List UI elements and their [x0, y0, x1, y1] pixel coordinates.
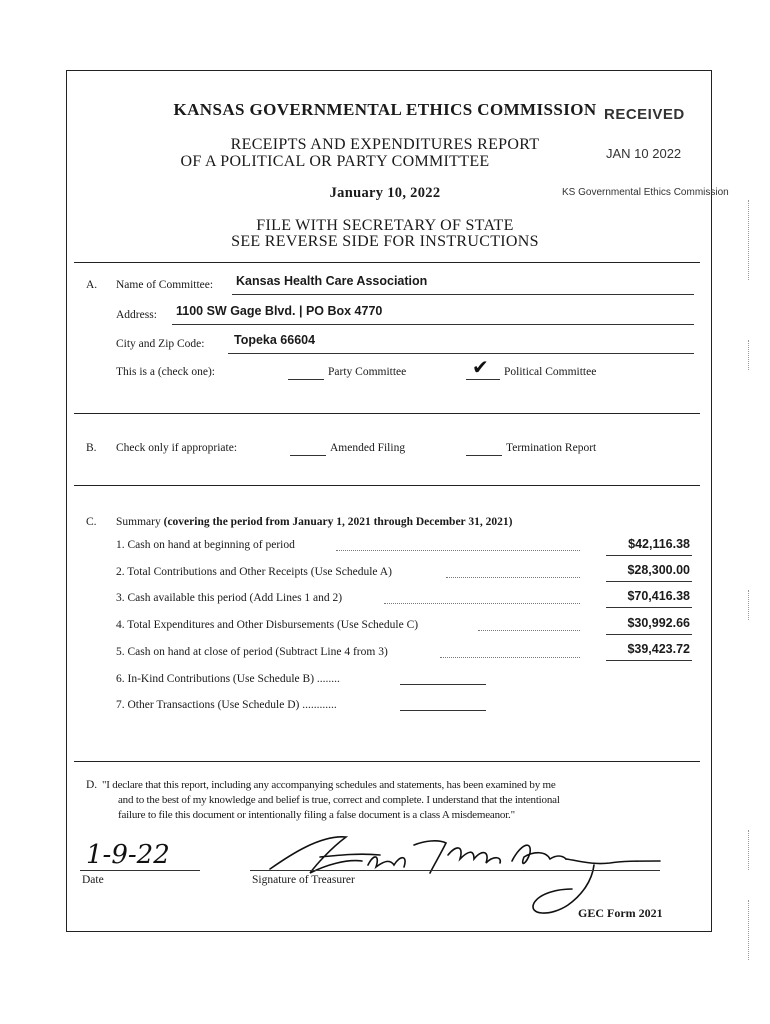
summary-heading-plain: Summary [116, 516, 164, 528]
address-field: 1100 SW Gage Blvd. | PO Box 4770 [176, 304, 383, 318]
form-title: KANSAS GOVERNMENTAL ETHICS COMMISSION [173, 100, 597, 119]
file-instruction-line1: FILE WITH SECRETARY OF STATE [256, 217, 514, 234]
city-zip-underline [228, 353, 694, 354]
declaration-line3: failure to file this document or intentionally filing a false document is a class A misdemeanor." [118, 809, 515, 821]
signature-label: Signature of Treasurer [252, 874, 355, 886]
handwritten-date: 1-9-22 [86, 840, 170, 870]
scan-edge [748, 340, 749, 370]
summary-line-label: 2. Total Contributions and Other Receipts (Use Schedule A) [116, 566, 392, 578]
in-kind-blank-line [400, 684, 486, 685]
section-c-letter: C. [86, 516, 97, 528]
form-subtitle-line1: RECEIPTS AND EXPENDITURES REPORT [230, 136, 540, 153]
committee-name-underline [232, 294, 694, 295]
summary-line-label: 3. Cash available this period (Add Lines 1 and 2) [116, 592, 343, 604]
city-zip-field: Topeka 66604 [234, 333, 316, 347]
political-committee-label: Political Committee [504, 366, 597, 378]
summary-line-label: 5. Cash on hand at close of period (Subtract Line 4 from 3) [116, 646, 388, 658]
check-if-appropriate-label: Check only if appropriate: [116, 442, 238, 454]
amended-filing-label: Amended Filing [330, 442, 406, 454]
party-committee-label: Party Committee [328, 366, 407, 378]
received-stamp-date: JAN 10 2022 [606, 146, 682, 161]
termination-report-label: Termination Report [506, 442, 597, 454]
leader-dots [440, 657, 580, 658]
amount-underline [606, 555, 692, 556]
date-underline [80, 870, 200, 871]
summary-line-label: 7. Other Transactions (Use Schedule D) ............ [116, 699, 337, 711]
declaration-line1: "I declare that this report, including any accompanying schedules and statements, has been examined by me [102, 779, 556, 791]
form-subtitle-line2: OF A POLITICAL OR PARTY COMMITTEE [180, 153, 490, 170]
summary-line-amount: $70,416.38 [627, 589, 690, 603]
summary-line-amount: $42,116.38 [628, 537, 690, 551]
scan-edge [748, 200, 749, 280]
received-stamp: RECEIVED [604, 106, 685, 123]
checkmark-icon: ✔ [472, 355, 489, 379]
amended-filing-checkbox-line [290, 455, 326, 456]
city-zip-label: City and Zip Code: [116, 338, 205, 350]
divider [74, 485, 700, 486]
address-underline [172, 324, 694, 325]
summary-heading [116, 516, 512, 528]
file-instruction-line2: SEE REVERSE SIDE FOR INSTRUCTIONS [231, 233, 539, 250]
signature-underline [250, 870, 660, 871]
summary-line-amount: $28,300.00 [627, 563, 690, 577]
summary-line-label: 1. Cash on hand at beginning of period [116, 539, 295, 551]
committee-type-label: This is a (check one): [116, 366, 215, 378]
amount-underline [606, 581, 692, 582]
termination-report-checkbox-line [466, 455, 502, 456]
section-a-letter: A. [86, 279, 98, 291]
summary-period: (covering the period from January 1, 2021 through December 31, 2021) [163, 516, 513, 528]
section-b-letter: B. [86, 442, 97, 454]
summary-line-label: 6. In-Kind Contributions (Use Schedule B) ........ [116, 673, 340, 685]
leader-dots [384, 603, 580, 604]
leader-dots [446, 577, 580, 578]
amount-underline [606, 607, 692, 608]
leader-dots [336, 550, 580, 551]
report-date: January 10, 2022 [329, 185, 441, 201]
scan-edge [748, 590, 749, 620]
divider [74, 413, 700, 414]
form-id: GEC Form 2021 [578, 906, 663, 920]
divider [74, 761, 700, 762]
party-committee-checkbox-line [288, 379, 324, 380]
scan-edge [748, 830, 749, 870]
received-stamp-agency: KS Governmental Ethics Commission [562, 187, 729, 198]
summary-line-amount: $39,423.72 [627, 642, 690, 656]
political-committee-checkbox-line [466, 379, 500, 380]
summary-line-amount: $30,992.66 [627, 616, 690, 630]
scan-edge [748, 900, 749, 960]
section-d-letter: D. [86, 779, 98, 791]
amount-underline [606, 660, 692, 661]
committee-name-field: Kansas Health Care Association [236, 274, 428, 288]
summary-line-label: 4. Total Expenditures and Other Disbursements (Use Schedule C) [116, 619, 419, 631]
declaration-line2: and to the best of my knowledge and belief is true, correct and complete. I understand that the intentional [118, 794, 560, 806]
divider [74, 262, 700, 263]
leader-dots [478, 630, 580, 631]
address-label: Address: [116, 309, 157, 321]
other-transactions-blank-line [400, 710, 486, 711]
date-label: Date [82, 874, 104, 886]
amount-underline [606, 634, 692, 635]
committee-name-label: Name of Committee: [116, 279, 214, 291]
